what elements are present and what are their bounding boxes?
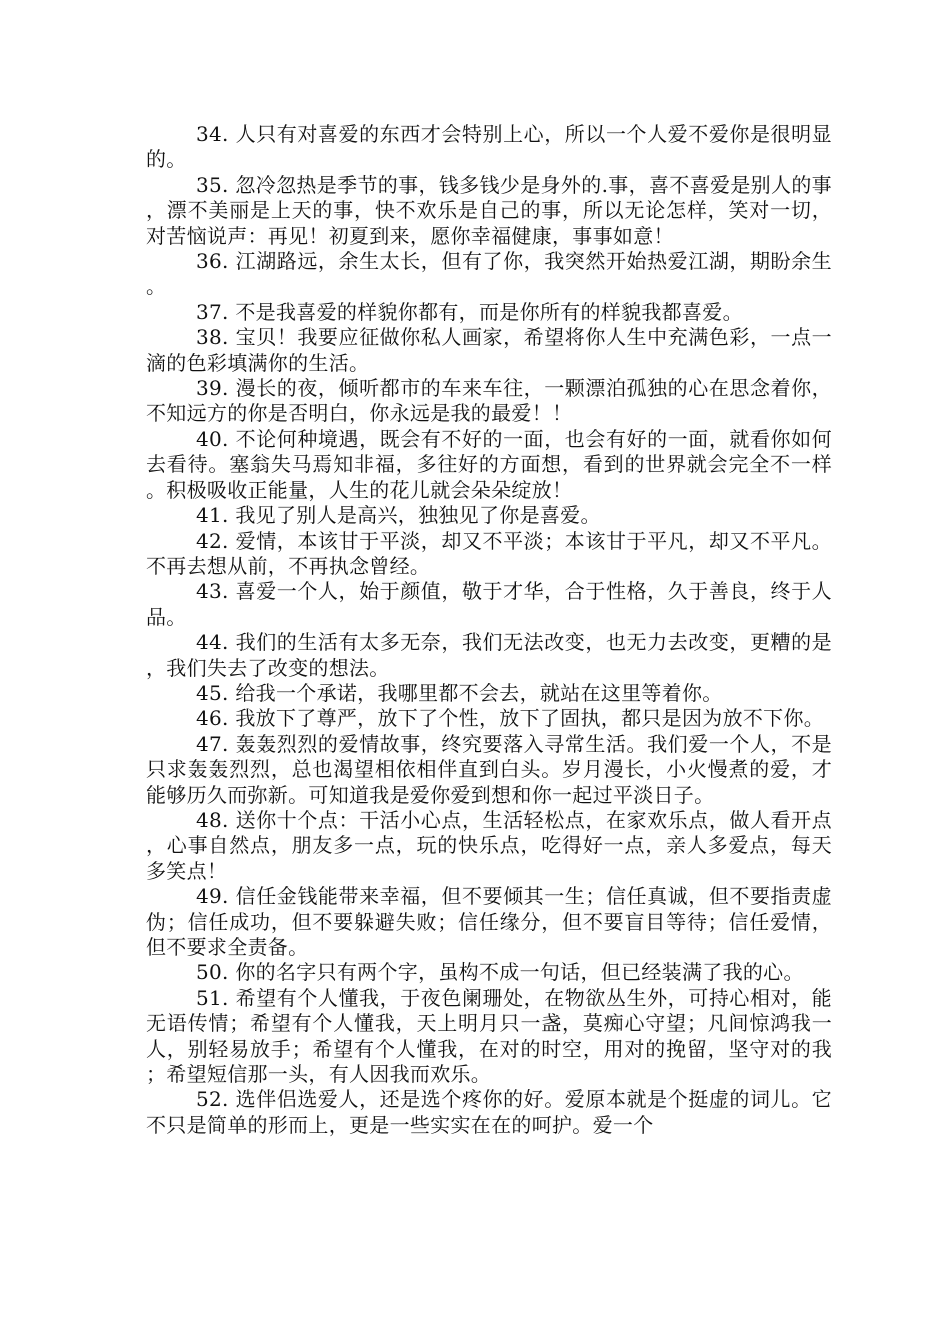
paragraph-45: 45. 给我一个承诺，我哪里都不会去，就站在这里等着你。	[196, 680, 723, 705]
paragraph-52: 52. 选伴侣选爱人，还是选个疼你的好。爱原本就是个挺虚的词儿。它不只是简单的形而上，更是一些实实在在的呵护。爱一个	[146, 1087, 832, 1137]
document-body	[146, 122, 832, 1138]
paragraph-51: 51. 希望有个人懂我，于夜色阑珊处，在物欲丛生外，可持心相对，能无语传情；希望有个人懂我，天上明月只一盏，莫痴心守望；凡间惊鸿我一人，别轻易放手；希望有个人懂我，在对的时空，用对的挽留，坚守对的我；希望短信那一头，有人因我而欢乐。	[146, 985, 832, 1087]
paragraph-42: 42. 爱情，本该甘于平淡，却又不平淡；本该甘于平凡，却又不平凡。不再去想从前，不再执念曾经。	[146, 528, 832, 578]
paragraph-36: 36. 江湖路远，余生太长，但有了你，我突然开始热爱江湖，期盼余生。	[146, 249, 832, 299]
paragraph-46: 46. 我放下了尊严，放下了个性，放下了固执，都只是因为放不下你。	[196, 706, 825, 731]
paragraph-44: 44. 我们的生活有太多无奈，我们无法改变，也无力去改变，更糟的是，我们失去了改变的想法。	[146, 630, 832, 680]
paragraph-43: 43. 喜爱一个人，始于颜值，敬于才华，合于性格，久于善良，终于人品。	[146, 579, 832, 629]
paragraph-47: 47. 轰轰烈烈的爱情故事，终究要落入寻常生活。我们爱一个人，不是只求轰轰烈烈，总也渴望相依相伴直到白头。岁月漫长，小火慢煮的爱，才能够历久而弥新。可知道我是爱你爱到想和你一起过平淡日子。	[146, 731, 832, 807]
paragraph-40: 40. 不论何种境遇，既会有不好的一面，也会有好的一面，就看你如何去看待。塞翁失马焉知非福，多往好的方面想，看到的世界就会完全不一样。积极吸收正能量，人生的花儿就会朵朵绽放！	[146, 426, 832, 502]
paragraph-49: 49. 信任金钱能带来幸福，但不要倾其一生；信任真诚，但不要指责虚伪；信任成功，但不要躲避失败；信任缘分，但不要盲目等待；信任爱情，但不要求全责备。	[146, 884, 832, 959]
paragraph-39: 39. 漫长的夜，倾听都市的车来车往，一颗漂泊孤独的心在思念着你，不知远方的你是否明白，你永远是我的最爱！！	[146, 376, 832, 426]
paragraph-41: 41. 我见了别人是高兴，独独见了你是喜爱。	[196, 503, 601, 528]
paragraph-34: 34. 人只有对喜爱的东西才会特别上心，所以一个人爱不爱你是很明显的。	[146, 122, 832, 172]
paragraph-48: 48. 送你十个点：干活小心点，生活轻松点，在家欢乐点，做人看开点，心事自然点，朋友多一点，玩的快乐点，吃得好一点，亲人多爱点，每天多笑点！	[146, 807, 832, 883]
paragraph-50: 50. 你的名字只有两个字，虽构不成一句话，但已经装满了我的心。	[196, 960, 804, 985]
paragraph-38: 38. 宝贝！我要应征做你私人画家，希望将你人生中充满色彩，一点一滴的色彩填满你的生活。	[146, 325, 832, 375]
paragraph-35: 35. 忽冷忽热是季节的事，钱多钱少是身外的.事，喜不喜爱是别人的事，漂不美丽是上天的事，快不欢乐是自己的事，所以无论怎样，笑对一切，对苦恼说声：再见！初夏到来，愿你幸福健康，事事如意！	[146, 172, 832, 248]
paragraph-37: 37. 不是我喜爱的样貌你都有，而是你所有的样貌我都喜爱。	[196, 299, 743, 324]
